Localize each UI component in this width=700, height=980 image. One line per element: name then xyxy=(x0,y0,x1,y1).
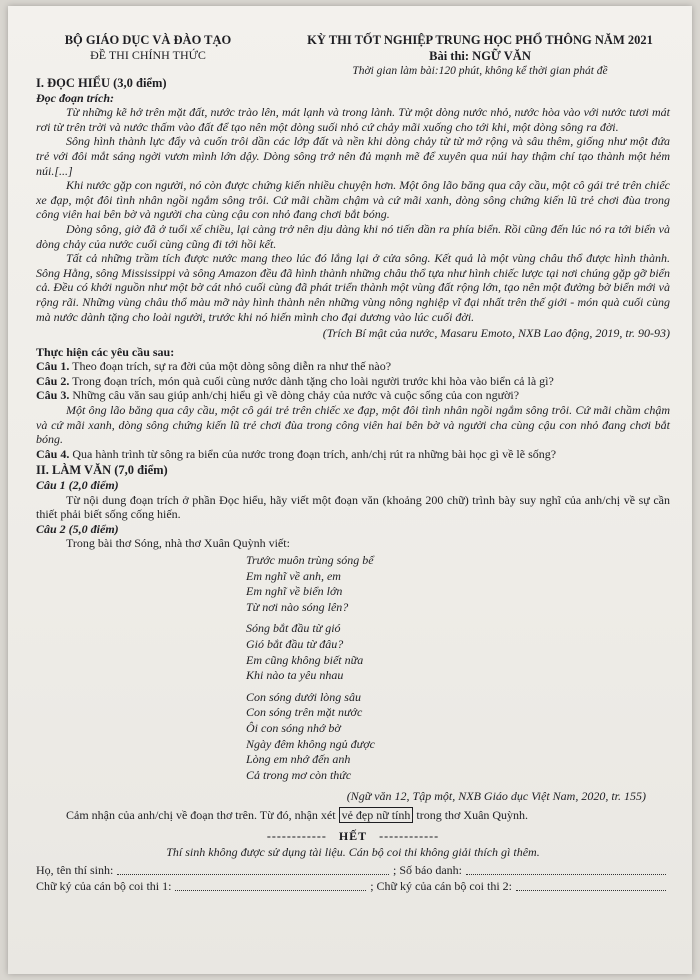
writing-q1-label: Câu 1 (2,0 điểm) xyxy=(36,478,119,493)
poem-line: Con sóng trên mặt nước xyxy=(246,705,363,720)
passage-paragraph: Dòng sông, giờ đã ở tuổi xế chiều, lại càng trở nên dịu dàng khi nó tiến dần ra phía biển. Rồi cũng đến lúc nó ra tới biển và dòng chảy của nước cuối cùng cũng đi tới hồi kết. xyxy=(36,221,670,251)
question-3-quote: Một ông lão băng qua cây cầu, một cô gái trẻ trên chiếc xe đạp, một đôi tình nhân ngồi ngắm sông trôi. Cứ mãi chầm chậm và cứ mãi xanh, dòng sông chứng kiến lũ trẻ chơi đùa trong công viên hai bên bờ và người cha cùng cậu con nhỏ đang chơi bắt bóng. xyxy=(36,403,670,447)
sig2-field[interactable] xyxy=(516,878,666,891)
question-1 xyxy=(36,359,670,374)
poem-line: Em nghĩ về anh, em xyxy=(246,568,341,583)
header-right xyxy=(290,32,670,79)
tasks-title: Thực hiện các yêu cầu sau: xyxy=(36,344,175,359)
passage-paragraph: Từ những kẽ hở trên mặt đất, nước trào lên, mát lạnh và trong lành. Từ một dòng nước nhỏ, nước hòa vào với nước tươi mát rơi từ trên trời và nước thấm vào đất để tạo nên một dòng suối nhỏ cứ chảy mãi xuống cho tới khi, một dòng sông ra đời. xyxy=(36,105,670,134)
task-text: trong thơ Xuân Quỳnh. xyxy=(416,807,529,822)
sig1-label: Chữ ký của cán bộ coi thi 1: xyxy=(36,878,172,893)
header-left xyxy=(48,32,248,63)
exam-paper xyxy=(8,6,692,974)
writing-q2-intro: Trong bài thơ Sóng, nhà thơ Xuân Quỳnh viết: xyxy=(66,536,290,551)
boxed-phrase: vẻ đẹp nữ tính xyxy=(339,807,414,823)
end-marker: ------------ HẾT ------------ xyxy=(266,828,440,843)
time-label: Thời gian làm bài:120 phút, không kể thời gian phát đề xyxy=(352,65,608,77)
reading-section-title: I. ĐỌC HIỂU (3,0 điểm) xyxy=(36,76,167,90)
writing-q2-label: Câu 2 (5,0 điểm) xyxy=(36,521,119,536)
id-field[interactable] xyxy=(466,862,666,875)
sig1-field[interactable] xyxy=(175,878,366,891)
poem-line: Trước muôn trùng sóng bể xyxy=(246,553,374,567)
question-label: Câu 3. xyxy=(36,388,70,403)
footer-note: Thí sinh không được sử dụng tài liệu. Cán bộ coi thi không giải thích gì thêm. xyxy=(166,845,540,860)
poem-line: Ngày đêm không ngủ được xyxy=(246,736,375,751)
question-4 xyxy=(36,447,670,462)
poem-line: Ôi con sóng nhớ bờ xyxy=(246,720,341,735)
passage-paragraph: Khi nước gặp con người, nó còn được chứng kiến nhiều chuyện hơn. Một ông lão băng qua cây cầu, một cô gái trẻ trên chiếc xe đạp, một đôi tình nhân ngồi ngắm sông trôi. Cứ mãi chầm chậm và cứ mãi xanh, dòng sông chứng kiến lũ trẻ chơi đùa trong công viên hai bên bờ và người cha cùng cậu con nhỏ đang chơi bắt bóng. xyxy=(36,178,670,222)
poem-line: Gió bắt đầu từ đâu? xyxy=(246,636,344,651)
question-label: Câu 2. xyxy=(36,373,70,388)
sig2-label: ; Chữ ký của cán bộ coi thi 2: xyxy=(370,878,512,893)
poem-line: Từ nơi nào sóng lên? xyxy=(246,599,349,614)
poem-line: Em nghĩ về biển lớn xyxy=(246,584,343,599)
poem-line: Con sóng dưới lòng sâu xyxy=(246,689,361,704)
candidate-line xyxy=(36,862,670,878)
poem-source: (Ngữ văn 12, Tập một, NXB Giáo dục Việt Nam, 2020, tr. 155) xyxy=(346,789,646,804)
reading-label: Đọc đoạn trích: xyxy=(36,90,114,105)
poem-line: Khi nào ta yêu nhau xyxy=(246,668,344,683)
poem-block xyxy=(246,553,670,783)
writing-section-title: II. LÀM VĂN (7,0 điểm) xyxy=(36,463,168,478)
name-label: Họ, tên thí sinh: xyxy=(36,862,114,877)
official-label: ĐỀ THI CHÍNH THỨC xyxy=(90,48,206,62)
subject-label: Bài thi: NGỮ VĂN xyxy=(429,49,531,63)
exam-body xyxy=(36,76,670,894)
question-2 xyxy=(36,374,670,389)
poem-line: Sóng bắt đầu từ gió xyxy=(246,621,341,636)
question-label: Câu 4. xyxy=(36,446,70,461)
passage-paragraph: Sông hình thành lực đẩy và cuốn trôi dần các lớp đất và nền khi dòng chảy từ từ mở rộng và sâu thêm, giống như một đứa trẻ với đôi mắt sáng ngời vươn mình lớn dậy. Dòng sông trở nên đủ mạnh mẽ để xuyên qua núi hay thậm chí tạo thành một hẻm núi.[...] xyxy=(36,134,670,178)
passage-source: (Trích Bí mật của nước, Masaru Emoto, NXB Lao động, 2019, tr. 90-93) xyxy=(322,326,670,341)
writing-q1-text: Từ nội dung đoạn trích ở phần Đọc hiểu, hãy viết một đoạn văn (khoảng 200 chữ) trình bày suy nghĩ của anh/chị về sự cần thiết phải biết sống cống hiến. xyxy=(36,492,670,522)
writing-q2-task xyxy=(36,808,670,823)
poem-line: Em cũng không biết nữa xyxy=(246,652,364,667)
question-text: Theo đoạn trích, sự ra đời của một dòng sông diễn ra như thế nào? xyxy=(72,359,392,374)
task-text: Cảm nhận của anh/chị về đoạn thơ trên. Từ đó, nhận xét xyxy=(66,807,336,822)
poem-line: Lòng em nhớ đến anh xyxy=(246,752,351,767)
exam-title: KỲ THI TỐT NGHIỆP TRUNG HỌC PHỔ THÔNG NĂM 2021 xyxy=(307,33,653,47)
ministry-name: BỘ GIÁO DỤC VÀ ĐÀO TẠO xyxy=(64,33,232,47)
poem-stanza xyxy=(246,621,670,683)
question-3 xyxy=(36,388,670,403)
id-label: ; Số báo danh: xyxy=(393,862,462,877)
signature-line xyxy=(36,878,670,894)
passage-paragraph: Tất cả những trầm tích được nước mang theo lúc đó lắng lại ở cửa sông. Kết quả là một vùng châu thổ được hình thành. Sông Hằng, sông Mississippi và sông Amazon đều đã hình thành những châu thổ tựa như hình chiếc lược tại nơi chúng gặp gỡ biển cả. Đều có khởi nguồn như một bờ cát nhỏ cuối cùng đã phát triển thành một vùng đất rộng lớn, tạo nên một đường bờ biển mới và rộng rãi. Những vùng châu thổ màu mỡ này hình thành nên những vùng nông nghiệp vĩ đại nhất trên thế giới - món quà cuối cùng mà nước dành tặng cho loài người, trước khi nó hiến mình cho đại dương vào lúc cuối đời. xyxy=(36,251,670,324)
question-label: Câu 1. xyxy=(36,359,70,374)
question-text: Những câu văn sau giúp anh/chị hiểu gì về dòng chảy của nước và cuộc sống của con người? xyxy=(72,388,520,403)
end-label: HẾT xyxy=(338,828,368,843)
poem-line: Cả trong mơ còn thức xyxy=(246,767,352,782)
question-text: Trong đoạn trích, món quà cuối cùng nước dành tặng cho loài người trước khi hòa vào biển cả là gì? xyxy=(72,373,554,388)
poem-stanza xyxy=(246,690,670,784)
question-text: Qua hành trình từ sông ra biển của nước trong đoạn trích, anh/chị rút ra những bài học gì về lẽ sống? xyxy=(72,446,557,461)
name-field[interactable] xyxy=(117,862,389,875)
poem-stanza xyxy=(246,553,670,615)
